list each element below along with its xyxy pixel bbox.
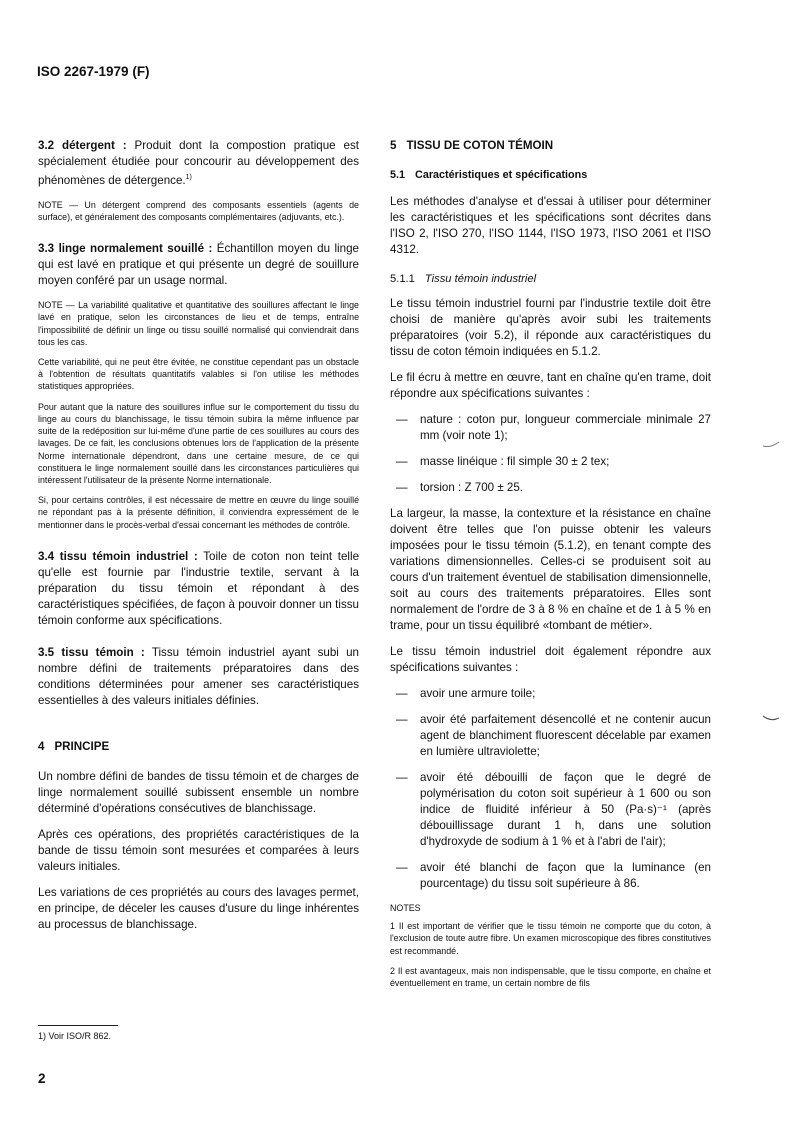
section-number: 5	[390, 139, 397, 152]
clause-3-2	[38, 138, 359, 189]
list-item: — avoir été blanchi de façon que la luminance (en pourcentage) du tissu soit supérieure à 86.	[396, 861, 711, 890]
note-3-3-c: Pour autant que la nature des souillures influe sur le comportement du tissu du linge au cours du blanchissage, le tissu témoin subira la même influence par suite de la redéposition sur lui-même d'une partie de ces souillures au cours des lavages. De ce fait, les conclusions obtenues lors de l'application de la présente Norme internationale dépendront, dans une certaine mesure, de ce qui constituera le linge normalement souillé dans les circonstances particulières qui intéressent l'utilisateur de la présente Norme internationale.	[38, 401, 359, 485]
note-3-3-d: Si, pour certains contrôles, il est nécessaire de mettre en œuvre du linge souillé ne répondant pas à la présente définition, il conviendra expressément de le mentionner dans le procès-verbal d'essai concernant les méthodes de contrôle.	[38, 495, 359, 530]
list-item: — avoir une armure toile;	[396, 687, 536, 700]
list-item: — avoir été parfaitement désencollé et ne contenir aucun agent de blanchiment fluorescent décelable par examen en lumière ultraviolette;	[396, 713, 711, 758]
list-item: — nature : coton pur, longueur commerciale minimale 27 mm (voir note 1);	[396, 413, 711, 442]
term: tissu témoin industriel :	[59, 549, 198, 563]
right-column	[390, 138, 711, 997]
paragraph-industrial-fabric: Le tissu témoin industriel fourni par l'industrie textile doit être choisi de manière qu'après avoir subi les traitements préparatoires (voir 5.2), il réponde aux caractéristiques du tissu de coton témoin indiquées en 5.1.2.	[390, 297, 711, 358]
note-3-3-a: NOTE — La variabilité qualitative et quantitative des souillures affectant le linge lavé en pratique, selon les circonstances de lieu et de temps, entraîne l'impossibilité de définir un linge ou tissu souillé normalisé qui conviendrait dans tous les cas.	[38, 300, 359, 347]
clause-3-3	[38, 241, 359, 289]
clause-3-5	[38, 645, 359, 709]
term: détergent :	[62, 139, 127, 152]
principle-paragraph-1: Un nombre défini de bandes de tissu témoin et de charges de linge normalement souillé subissent ensemble un nombre déterminé d'opérations consécutives de blanchissage.	[38, 769, 359, 815]
paragraph-yarn-spec: Le fil écru à mettre en œuvre, tant en chaîne qu'en trame, doit répondre aux spécifications suivantes :	[390, 371, 711, 400]
section-5-heading	[390, 138, 711, 154]
principle-paragraph-3: Les variations de ces propriétés au cours des lavages permet, en principe, de déceler les causes d'usure du linge inhérentes au processus de blanchissage.	[38, 885, 359, 931]
page-number: 2	[38, 1071, 46, 1086]
note-1: 1 Il est important de vérifier que le tissu témoin ne comporte que du coton, à l'exclusion de toute autre fibre. Un examen microscopique des fibres constitutives est recommandé.	[390, 921, 711, 956]
margin-mark	[762, 440, 780, 448]
section-number: 5.1	[390, 169, 406, 181]
clause-number: 3.4	[38, 549, 55, 563]
footnote-divider	[38, 1025, 118, 1026]
paragraph-dimensions: La largeur, la masse, la contexture et la résistance en chaîne doivent être telles que l'on puisse obtenir les valeurs imposées pour le tissu témoin (5.1.2), en tenant compte des variations dimensionnelles. Celles-ci se produisent soit au cours d'un traitement éventuel de stabilisation dimensionnelle, soit au cours des traitements préparatoires. Elles sont normalement de l'ordre de 3 à 8 % en chaîne et de 1 à 5 % en trame, pour un tissu équilibré «tombant de métier».	[390, 507, 711, 632]
margin-mark	[762, 714, 780, 722]
list-item: — torsion : Z 700 ± 25.	[396, 481, 524, 494]
footnote-ref: 1)	[185, 174, 192, 181]
definition: Tissu témoin industriel ayant subi un nombre défini de traitements préparatoires dans des conditions déterminées pour amener ses caractéristiques essentielles à des valeurs initiales définies.	[38, 645, 359, 707]
term: linge normalement souillé :	[58, 242, 213, 256]
definition: Toile de coton non teint telle qu'elle est fournie par l'industrie textile, servant à la préparation du tissu témoin et répondant à des caractéristiques spécifiées, de façon à pouvoir donner un tissu témoin conforme aux spécifications.	[38, 549, 360, 627]
note-2: 2 Il est avantageux, mais non indispensable, que le tissu comporte, en chaîne et éventuellement en trame, un certain nombre de fils	[390, 965, 711, 989]
section-number: 4	[38, 739, 45, 753]
section-title: PRINCIPE	[54, 739, 110, 753]
section-title: Caractéristiques et spécifications	[415, 169, 588, 181]
principle-paragraph-2: Après ces opérations, des propriétés caractéristiques de la bande de tissu témoin sont mesurées et comparées à leurs valeurs initiales.	[38, 827, 359, 873]
definition: Échantillon moyen du linge qui est lavé en pratique et qui présente un degré de souillure moyen conféré par un usage normal.	[38, 242, 359, 288]
list-item: — masse linéique : fil simple 30 ± 2 tex;	[396, 455, 610, 468]
left-column	[38, 138, 359, 943]
term: tissu témoin :	[61, 645, 145, 659]
note-3-2: NOTE — Un détergent comprend des composants essentiels (agents de surface), et généralement des composants complémentaires (adjuvants, etc.).	[38, 199, 359, 223]
clause-number: 3.2	[38, 139, 55, 152]
section-title: TISSU DE COTON TÉMOIN	[406, 139, 554, 152]
document-id: ISO 2267-1979 (F)	[37, 64, 150, 79]
list-item: — avoir été débouilli de façon que le degré de polymérisation du coton soit supérieur à 1 600 ou son indice de fluidité inférieur à 50 (Pa·s)⁻¹ (après débouillissage durant 1 h, dans une solution d'hydroxyde de sodium à 1 % et à l'abri de l'air);	[396, 771, 711, 848]
clause-number: 3.5	[38, 645, 55, 659]
section-5-1-1-heading	[390, 272, 711, 286]
paragraph-further-spec: Le tissu témoin industriel doit également répondre aux spécifications suivantes :	[390, 645, 711, 674]
section-title: Tissu témoin industriel	[424, 273, 537, 285]
footnote: 1) Voir ISO/R 862.	[38, 1031, 112, 1041]
section-5-1-paragraph: Les méthodes d'analyse et d'essai à utiliser pour déterminer les caractéristiques et les spécifications sont décrites dans l'ISO 2, l'ISO 270, l'ISO 1144, l'ISO 1973, l'ISO 2061 et l'ISO 4312.	[390, 195, 711, 256]
definition: Produit dont la compostion pratique est spécialement étudiée pour concourir au développement des phénomènes de détergence.	[38, 139, 359, 187]
section-5-1-heading	[390, 168, 711, 182]
clause-number: 3.3	[38, 242, 55, 256]
notes-title: NOTES	[390, 903, 421, 913]
section-4-heading	[38, 739, 359, 755]
note-3-3-b: Cette variabilité, qui ne peut être évitée, ne constitue cependant pas un obstacle à l'obtention de résultats quantitatifs valables si l'on utilise les méthodes statistiques appropriées.	[38, 357, 359, 392]
clause-3-4	[38, 549, 359, 629]
section-number: 5.1.1	[390, 273, 415, 285]
